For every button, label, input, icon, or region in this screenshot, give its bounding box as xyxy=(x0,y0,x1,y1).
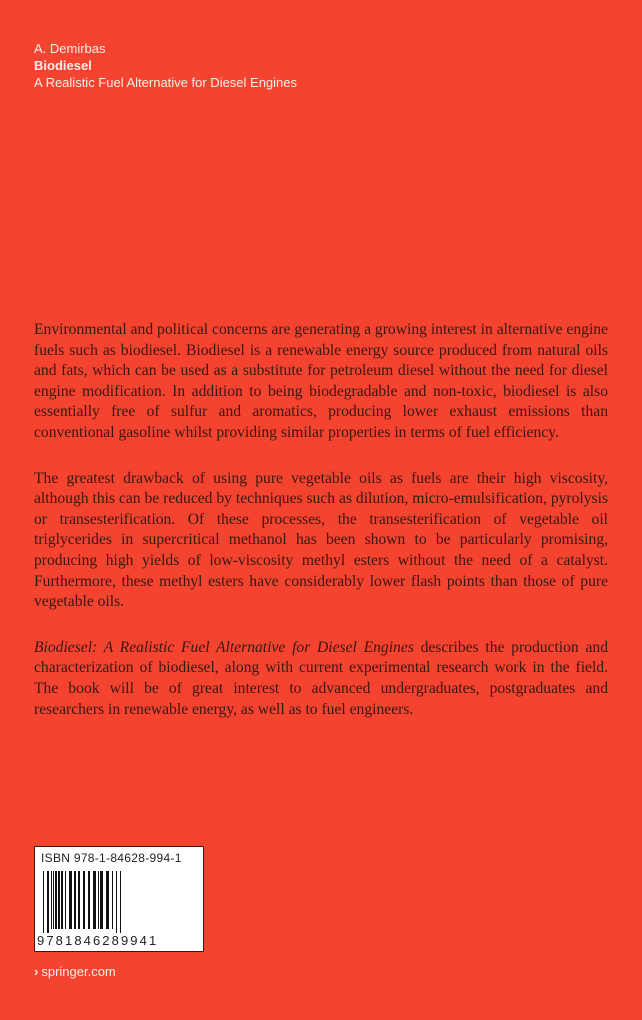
barcode-bar xyxy=(61,871,63,929)
book-subtitle: A Realistic Fuel Alternative for Diesel Engines xyxy=(34,75,298,90)
barcode-bar xyxy=(69,871,72,929)
blurb-title-italic: Biodiesel: A Realistic Fuel Alternative for Diesel Engines xyxy=(34,638,414,656)
barcode-bar xyxy=(78,871,80,929)
barcode-bars xyxy=(41,871,197,933)
barcode-bar xyxy=(83,871,85,929)
blurb-paragraph-2: The greatest drawback of using pure vegetable oils as fuels are their high viscosity, although this can be reduced by techniques such as dilution, micro-emulsification, pyrolysis or transesterification. Of these processes, the transesterification of vegetable oil triglycerides in supercritical methanol has been shown to be particularly promising, producing high yields of low-viscosity methyl esters without the need of a catalyst. Furthermore, these methyl esters have considerably lower flash points than those of pure vegetable oils. xyxy=(34,469,608,611)
barcode-bar xyxy=(112,871,113,929)
barcode-bar xyxy=(100,871,103,929)
ean-digits: 9781846289941 xyxy=(37,933,159,948)
barcode-bar xyxy=(74,871,76,929)
cover-header xyxy=(34,40,297,91)
publisher-link[interactable]: springer.com xyxy=(41,964,116,979)
book-title: Biodiesel xyxy=(34,58,92,73)
barcode-bar xyxy=(98,871,99,929)
isbn-barcode xyxy=(34,846,204,952)
chevron-right-icon: › xyxy=(34,964,39,979)
barcode-bar xyxy=(93,871,96,929)
barcode-bar xyxy=(43,871,44,933)
author-name: A. Demirbas xyxy=(34,41,106,56)
barcode-bar xyxy=(47,871,49,933)
blurb-paragraph-3-text: describes the production and characterization of biodiesel, along with current experimental research work in the field. The book will be of great interest to advanced undergraduates, postgraduates and researchers in renewable energy, as well as to fuel engineers. xyxy=(34,638,608,718)
barcode-bar xyxy=(53,871,54,929)
barcode-bar xyxy=(106,871,109,929)
barcode-bar xyxy=(65,871,66,929)
blurb-paragraph-1: Environmental and political concerns are generating a growing interest in alternative engine fuels such as biodiesel. Biodiesel is a renewable energy source produced from natural oils and fats, which can be used as a substitute for petroleum diesel without the need for diesel engine modification. In addition to being biodegradable and non-toxic, biodiesel is also essentially free of sulfur and aromatics, producing lower exhaust emissions than conventional gasoline whilst providing similar properties in terms of fuel efficiency. xyxy=(34,321,608,441)
barcode-bar xyxy=(58,871,60,929)
blurb xyxy=(34,320,608,745)
barcode-bar xyxy=(88,871,90,929)
barcode-bar xyxy=(55,871,57,929)
barcode-bar xyxy=(120,871,121,933)
isbn-label: ISBN 978-1-84628-994-1 xyxy=(41,851,182,865)
barcode-bar xyxy=(51,871,52,929)
publisher-footer xyxy=(34,964,116,979)
barcode-bar xyxy=(116,871,117,933)
blurb-paragraph-3 xyxy=(34,638,608,720)
